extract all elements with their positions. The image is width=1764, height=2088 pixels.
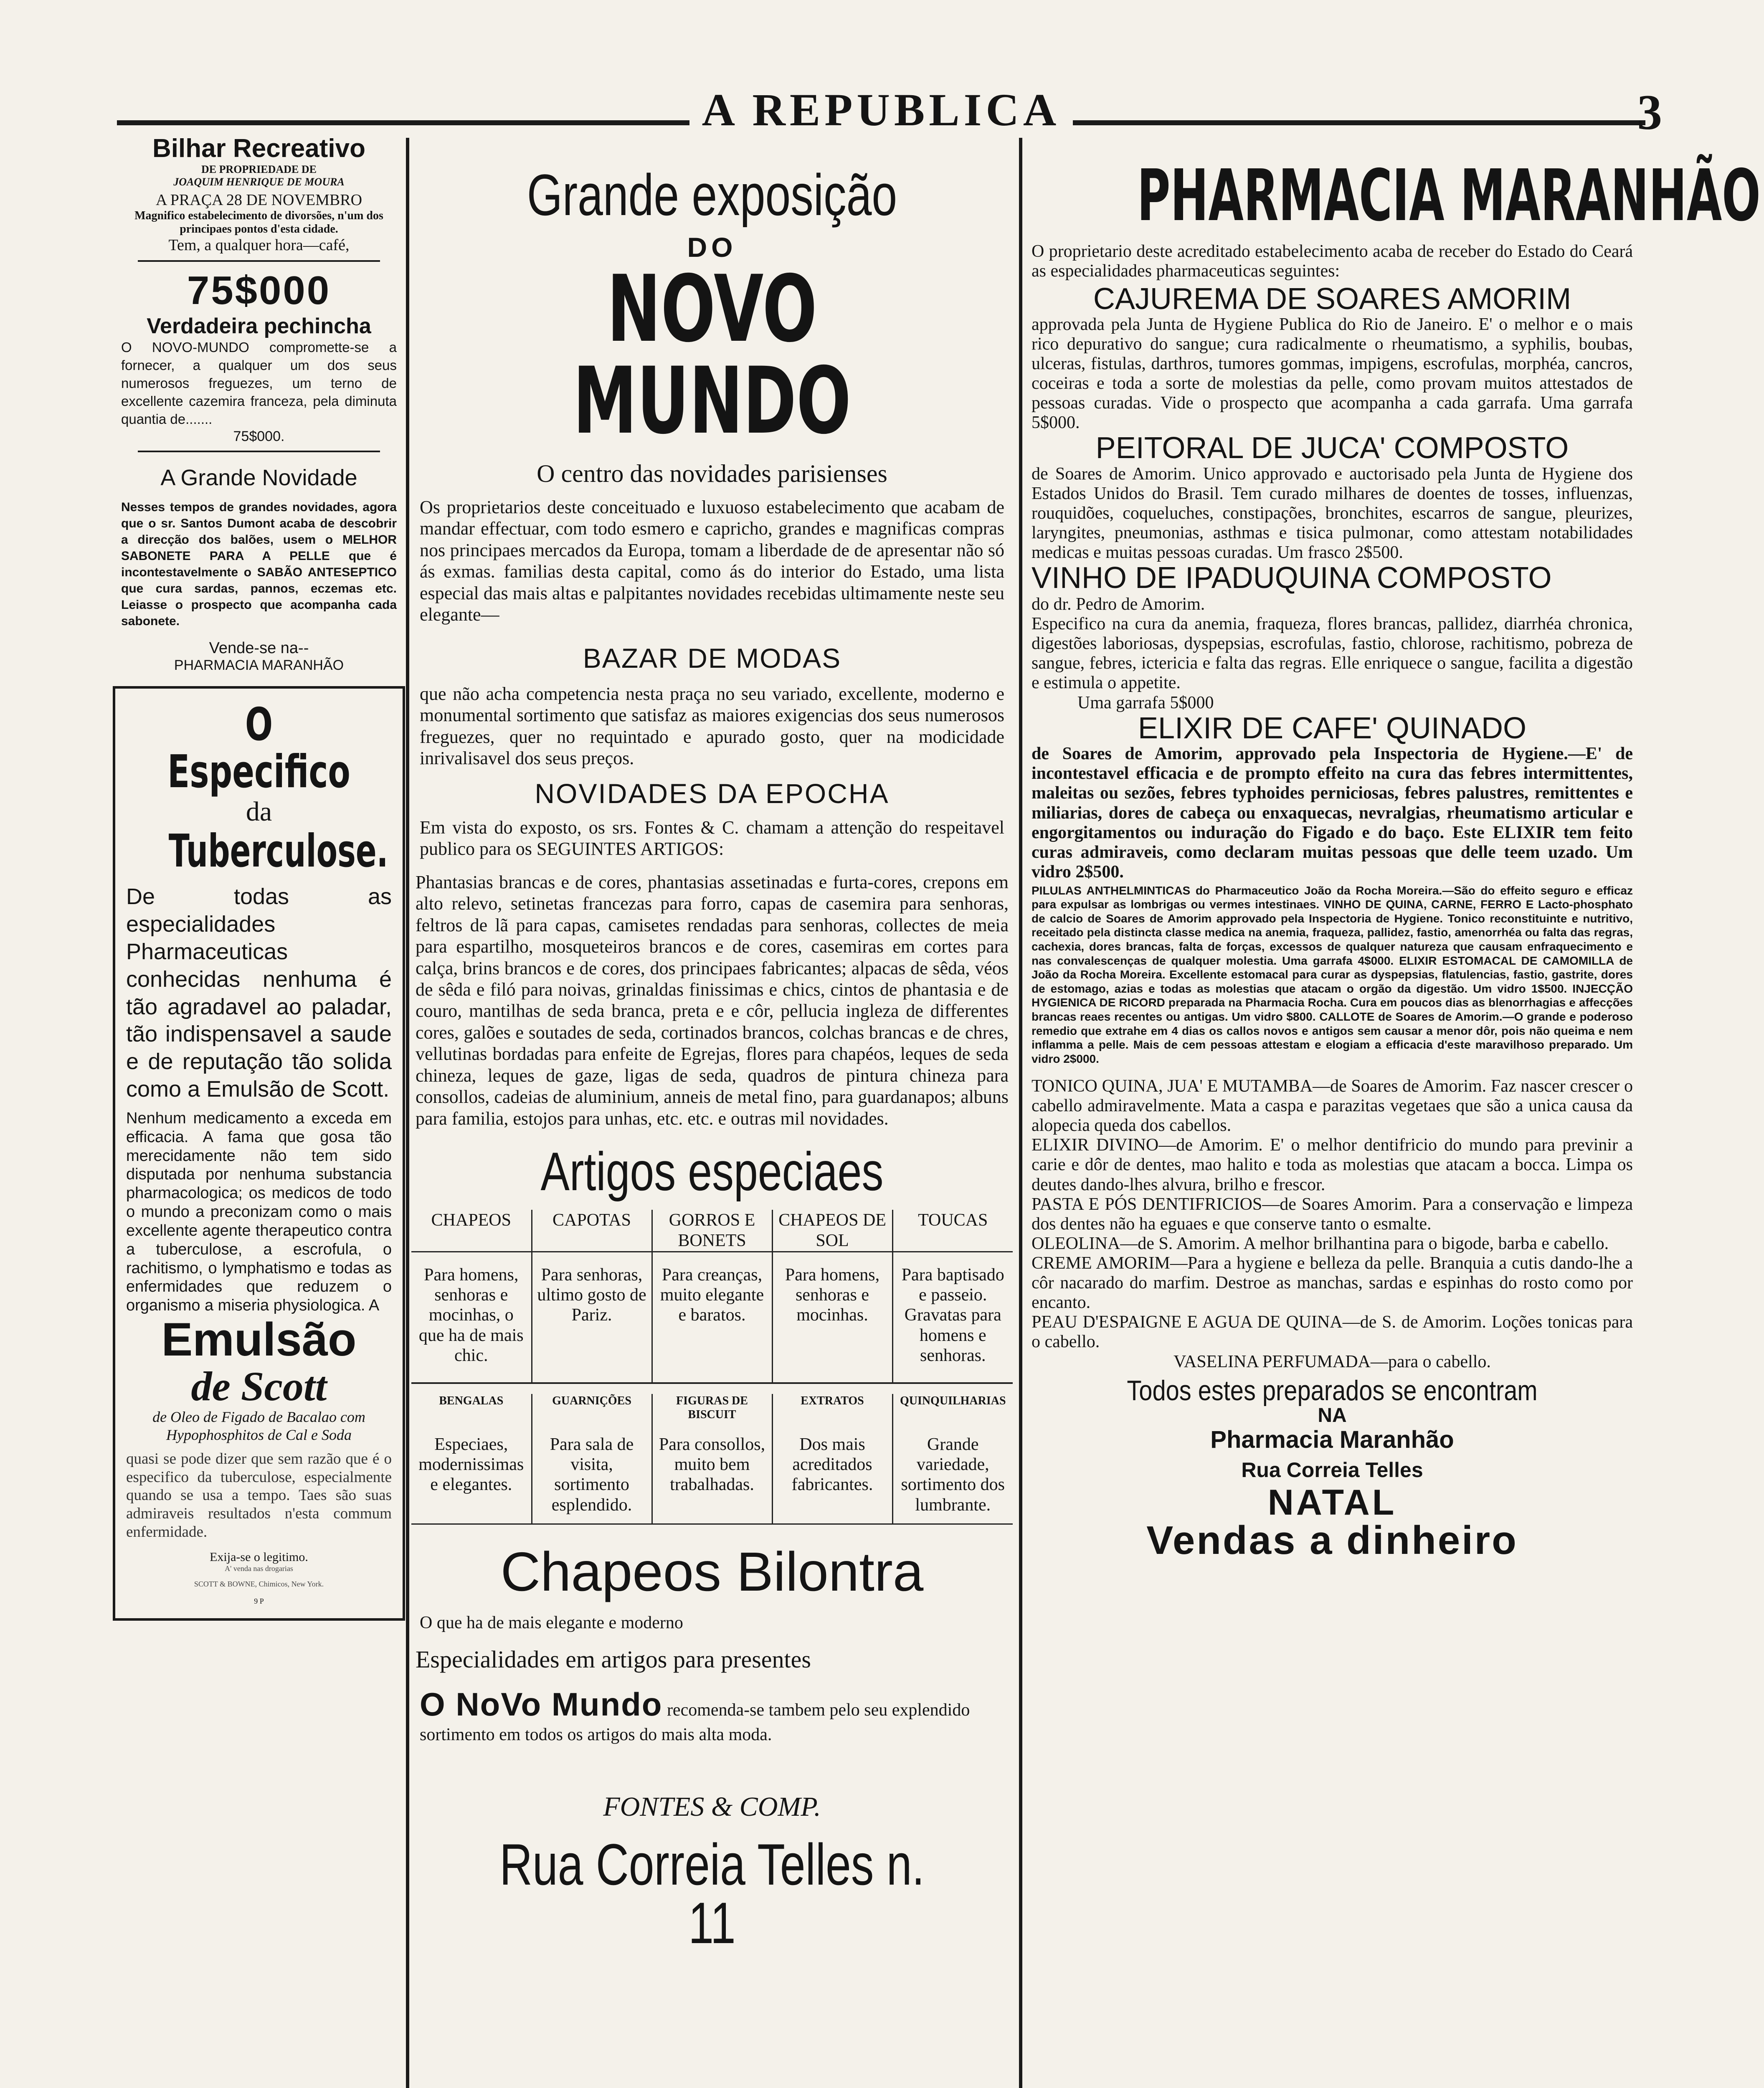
- tonico-text: TONICO QUINA, JUA' E MUTAMBA—de Soares de Amorim. Faz nascer crescer o cabello admiravelmente. Mata a caspa e parazitas vegetaes que são a unica causa da alopecia queda dos cabellos.: [1032, 1077, 1633, 1135]
- table-row: [411, 1394, 1013, 1422]
- novo-mundo-address: Rua Correia Telles n. 11: [499, 1832, 925, 1956]
- ad-bilhar-owner1: DE PROPRIEDADE DE: [201, 163, 317, 175]
- cajurema-title: CAJUREMA DE SOARES AMORIM: [1093, 282, 1571, 316]
- recommend-text: recomenda-se tambem pelo seu explendido sortimento em todos os artigos do mais alta moda.: [420, 1700, 970, 1744]
- ad-bilhar-address: A PRAÇA 28 DE NOVEMBRO: [155, 191, 362, 209]
- table-cell: Para senhoras, ultimo gosto de Pariz.: [532, 1252, 652, 1383]
- bazar-title: BAZAR DE MODAS: [583, 642, 841, 674]
- vinho-text: Especifico na cura da anemia, fraqueza, flores brancas, pallidez, diarrhéa chronica, digestões laboriosas, dyspepsias, escrofulas, fastio, chlorose, rachitismo, pobreza de sangue, febres, ictericia e falta das regras. Elle enriquece o sangue, facilita a digestão e estimula o appetite.: [1032, 614, 1633, 692]
- vinho-price: Uma garrafa 5$000: [1077, 693, 1214, 712]
- ad-scott-footer2: A' venda nas drogarias: [225, 1564, 293, 1573]
- ad-scott-title2: da: [246, 796, 272, 827]
- rua-text: Rua Correia Telles: [1241, 1458, 1423, 1482]
- vinho-title: VINHO DE IPADUQUINA COMPOSTO: [1032, 561, 1552, 595]
- novidades-title: NOVIDADES DA EPOCHA: [535, 778, 890, 809]
- page-number: 3: [1637, 84, 1662, 140]
- bilontra-sub: O que ha de mais elegante e moderno: [420, 1613, 683, 1633]
- ad-pechincha-price2: 75$000.: [233, 428, 285, 444]
- table-cell: Grande variedade, sortimento dos lumbrante.: [901, 1434, 1005, 1515]
- ad-scott-brand1: Emulsão: [161, 1313, 357, 1366]
- creme-text: CREME AMORIM—Para a hygiene e belleza da pelle. Branquia a cutis dando-lhe a côr nacarado do marfim. Destroe as manchas, sardas e espinhas do rosto como por encanto.: [1032, 1253, 1633, 1312]
- table-header: GUARNIÇÕES: [532, 1394, 652, 1422]
- ad-pechincha-text: O NOVO-MUNDO compromette-se a fornecer, a qualquer um dos seus numerosos freguezes, um terno de excellente cazemira franceza, pela diminuta quantia de.......: [121, 340, 397, 427]
- table-header: BENGALAS: [411, 1394, 532, 1422]
- table-cell: Dos mais acreditados fabricantes.: [772, 1422, 892, 1524]
- novo-mundo-title3: NOVO MUNDO: [573, 256, 851, 454]
- table-header: GORROS E BONETS: [652, 1210, 772, 1252]
- ad-bilhar-owner2: JOAQUIM HENRIQUE DE MOURA: [173, 176, 345, 188]
- table-header: FIGURAS DE BISCUIT: [652, 1394, 772, 1422]
- table-cell: Para sala de visita, sortimento esplendido.: [532, 1422, 652, 1524]
- ad-scott-sub: de Oleo de Figado de Bacalao com Hypophosphitos de Cal e Soda: [152, 1408, 365, 1443]
- column-left: [113, 134, 405, 2088]
- table-header: CHAPEOS: [411, 1210, 532, 1252]
- bilontra-title: Chapeos Bilontra: [500, 1541, 924, 1602]
- novidades-text: Em vista do exposto, os srs. Fontes & C. chamam a attenção do respeitavel publico para os SEGUINTES ARTIGOS:: [420, 817, 1004, 859]
- vendas-text: Vendas a dinheiro: [1146, 1518, 1518, 1563]
- divider: [138, 451, 380, 452]
- cajurema-text: approvada pela Junta de Hygiene Publica do Rio de Janeiro. E' o melhor e o mais rico depurativo do sangue; cura radicalmente o rheumatismo, a syphilis, boubas, ulceras, fistulas, darthros, tumores gommas, impigens, escrofulas, morphéa, cancros, coceiras e toda a sorte de molestias da pelle, como provam muitos attestados de pessoas curadas. Vide o prospecto que acompanha a cada garrafa. Uma garrafa 5$000.: [1032, 315, 1633, 433]
- ad-emulsao-scott: [113, 686, 405, 1621]
- vinho-by: do dr. Pedro de Amorim.: [1032, 594, 1205, 614]
- especialidades-presentes: Especialidades em artigos para presentes: [416, 1646, 811, 1673]
- ad-bilhar: [113, 134, 405, 254]
- bazar-text: que não acha competencia nesta praça no seu variado, excellente, moderno e monumental sortimento que satisfaz as maiores exigencias dos seus numerosos freguezes, quer no requintado e apurado gosto, quer na modicidade inrivalisavel dos seus preços.: [420, 683, 1004, 769]
- table-cell: Para consollos, muito bem trabalhadas.: [652, 1422, 772, 1524]
- column-middle: [411, 134, 1013, 2088]
- ad-pechincha-title: Verdadeira pechincha: [147, 314, 371, 339]
- ad-scott-footer4: 9 P: [254, 1597, 264, 1606]
- table-header: EXTRATOS: [772, 1394, 892, 1422]
- ad-bilhar-hours: Tem, a qualquer hora—café,: [168, 236, 350, 254]
- peitoral-text: de Soares de Amorim. Unico approvado e auctorisado pela Junta de Hygiene dos Estados Unidos do Brasil. Tem curado milhares de doentes de tosses, influenzas, rouquidões, coqueluches, constipações, bronchites, escarros de sangue, pleurizes, laryngites, pneumonias, asthmas e tisica pulmonar, como attestam notabilidades medicas e muitas pessoas curadas. Um frasco 2$500.: [1032, 464, 1633, 563]
- pharm-name: Pharmacia Maranhão: [1210, 1426, 1454, 1454]
- table-header: CHAPEOS DE SOL: [772, 1210, 892, 1252]
- natal-text: NATAL: [1267, 1482, 1397, 1523]
- column-right: [1027, 134, 1761, 2088]
- ad-scott-body2: Nenhum medicamento a exceda em efficacia. A fama que gosa tão merecidamente não tem sido disputada por nenhuma substancia pharmacologica; os medicos de todo o mundo a preconizam como o mais excellente agente therapeutico contra a tuberculose, a escrofula, o rachitismo, o lymphatismo e todas as enfermidades que reduzem o organismo a miseria physiologica. A: [126, 1110, 392, 1315]
- especiaes-table-2: [411, 1394, 1013, 1525]
- novo-mundo-brand: O NoVo Mundo: [420, 1686, 663, 1723]
- ad-scott-title3: Tuberculose.: [168, 825, 388, 877]
- novo-mundo-title1: Grande exposição: [527, 162, 897, 228]
- ad-scott-brand2: de Scott: [191, 1363, 327, 1409]
- artigos-text: Phantasias brancas e de cores, phantasias assetinadas e furta-cores, crepons em alto relevo, setinetas francezas para forro, capas de casemira para senhoras, feltros de lã para capas, camisetes rendadas para senhoras, collectes de meia para espartilho, mosqueteiros brancos e de cores, casemiras em cortes para calça, brins brancos e de cores, dos principaes fabricantes; alpacas de sêda, véos de sêda e filó para noivas, grinaldas finissimas e chics, cintos de phantasia e de couro, mantilhas de seda branca, preta e e côr, pellucia ingleza de differentes cores, galões e soutades de seda, cortinados brancos, colchas brancas e de chres, vellutinas bordadas para enfeite de Egrejas, flores para chapéos, leques de seda chineza, leques de gaze, ligas de seda, quadros de pintura chineza para consollos, cadeias de aluminium, anneis de metal fino, para guardanapos; albuns para familia, estojos para unhas, etc. etc. e outras mil novidades.: [416, 872, 1009, 1129]
- peau-text: PEAU D'ESPAIGNE E AGUA DE QUINA—de S. de Amorim. Loções tonicas para o cabello.: [1032, 1312, 1633, 1351]
- table-row: [411, 1422, 1013, 1524]
- ad-pechincha-price: 75$000: [187, 268, 331, 313]
- masthead-title: A REPUBLICA: [689, 84, 1073, 135]
- ad-bilhar-text: Magnifico estabelecimento de divorsões, n'um dos principaes pontos d'esta cidade.: [134, 209, 383, 236]
- masthead-bar: [117, 84, 1662, 140]
- table-cell: Para creanças, muito elegante e baratos.: [652, 1252, 772, 1383]
- especiaes-title: Artigos especiaes: [540, 1141, 884, 1202]
- ad-novidade: [113, 465, 405, 674]
- ad-novidade-title: A Grande Novidade: [160, 465, 357, 490]
- ad-scott-body3: quasi se pode dizer que sem razão que é o especifico da tuberculose, especialmente quando se usa a tempo. Taes são suas admiraveis resultados n'esta commum enfermidade.: [126, 1450, 392, 1541]
- elixir-title: ELIXIR DE CAFE' QUINADO: [1138, 711, 1526, 745]
- na-text: NA: [1318, 1404, 1347, 1427]
- elixir-text: de Soares de Amorim, approvado pela Inspectoria de Hygiene.—E' de incontestavel efficacia e de prompto effeito na cura das febres intermittentes, maleitas ou sezões, febres typhoides perniciosas, febres palustres, remittentes e miliarias, dores de cabeça ou enxaquecas, nevralgias, rheumatismo articular e engorgitamentos ou induração do Figado e do baço. Este ELIXIR tem feito curas admiraveis, como declaram muitas pessoas que delle teem uzado. Um vidro 2$500.: [1032, 744, 1633, 882]
- column-divider-1: [406, 138, 409, 2088]
- oleolina-text: OLEOLINA—de S. Amorim. A melhor brilhantina para o bigode, barba e cabello.: [1032, 1234, 1609, 1253]
- novo-mundo-title2: DO: [687, 232, 737, 263]
- pasta-text: PASTA E PÓS DENTIFRICIOS—de Soares Amorim. Para a conservação e limpeza dos dentes não ha eguaes e que conserve tanto o esmalte.: [1032, 1194, 1633, 1234]
- ad-pechincha: [113, 268, 405, 444]
- pharmacia-title: PHARMACIA MARANHÃO: [1137, 155, 1761, 237]
- table-cell: Para homens, senhoras e mocinhas.: [772, 1252, 892, 1383]
- table-cell: Para homens, senhoras e mocinhas, o que ha de mais chic.: [411, 1252, 532, 1383]
- divider: [138, 260, 380, 262]
- small-print-text: PILULAS ANTHELMINTICAS do Pharmaceutico João da Rocha Moreira.—São do effeito seguro e efficaz para expulsar as lombrigas ou vermes intestinaes. VINHO DE QUINA, CARNE, FERRO E Lacto-phosphato de calcio de Soares de Amorim approvado pela Inspectoria de Hygiene. Tonico reconstituinte e nutritivo, receitado pela distincta classe medica na anemia, fraqueza, pallidez, fastio, amenorrhéa ou falta das regras, cachexia, dores brancas, falta de forças, excessos de qualquer natureza que causam enfraquecimento e nas convalescenças de qualquer molestia. Uma garrafa 4$000. ELIXIR ESTOMACAL DE CAMOMILLA de João da Rocha Moreira. Excellente estomacal para curar as dyspepsias, flatulencias, fastio, gastrite, dores de estomago, azias e todas as molestias que atacam o orgão da digestão. Um vidro 1$500. INJECÇÃO HYGIENICA DE RICORD preparada na Pharmacia Rocha. Cura em poucos dias as blenorrhagias e affecções brancas reaes recentes ou antigas. Um vidro $800. CALLOTE de Soares de Amorim.—O grande e poderoso remedio que extrahe em 4 dias os callos novos e antigos sem causar a menor dôr, pois não queima e nem inflamma a pelle. Mais de cem pessoas attestam e elogiam a efficacia d'este maravilhoso preparado. Um vidro 2$000.: [1032, 884, 1633, 1065]
- masthead: [117, 84, 1645, 137]
- table-header: QUINQUILHARIAS: [900, 1394, 1006, 1408]
- ad-novidade-text: Nesses tempos de grandes novidades, agora que o sr. Santos Dumont acaba de descobrir a direcção dos balões, usem o MELHOR SABONETE PARA A PELLE que é incontestavelmente o SABÃO ANTESEPTICO que cura sardas, pannos, eczemas etc. Leiasse o prospecto que acompanha cada sabonete.: [121, 500, 397, 628]
- ad-bilhar-title: Bilhar Recreativo: [152, 134, 365, 163]
- column-divider-2: [1019, 138, 1022, 2088]
- novo-mundo-subtitle: O centro das novidades parisienses: [537, 460, 887, 487]
- elixir-divino-text: ELIXIR DIVINO—de Amorim. E' o melhor dentifricio do mundo para previnir a carie e dôr de dentes, mao halito e toda as molestias que atacam a bocca. Limpa os deutes dando-lhes alvura, brilho e frescor.: [1032, 1135, 1633, 1194]
- ad-scott-title1: O Especifico: [167, 698, 350, 798]
- table-cell: Para baptisado e passeio. Gravatas para homens e senhoras.: [901, 1265, 1004, 1366]
- novo-mundo-intro: Os proprietarios deste conceituado e luxuoso estabelecimento que acabam de mandar effectuar, com todo esmero e capricho, grandes e magnificas compras nos principaes mercados da Europa, tomam a liberdade de de apresentar não só ás exmas. familias desta capital, como ás do interior do Estado, uma lista especial das mais altas e palpitantes novidades recebidas ultimamente neste seu elegante—: [420, 497, 1004, 625]
- table-header: CAPOTAS: [532, 1210, 652, 1252]
- table-row: [411, 1210, 1013, 1252]
- todos-text: Todos estes preparados se encontram: [1127, 1374, 1538, 1406]
- table-header: TOUCAS: [918, 1211, 988, 1230]
- table-cell: Especiaes, modernissimas e elegantes.: [411, 1422, 532, 1524]
- vaselina-text: VASELINA PERFUMADA—para o cabello.: [1173, 1352, 1491, 1371]
- table-row: [411, 1252, 1013, 1383]
- ad-novidade-shop: PHARMACIA MARANHÃO: [174, 657, 344, 673]
- ad-scott-footer3: SCOTT & BOWNE, Chimicos, New York.: [194, 1580, 324, 1589]
- ad-novidade-sale: Vende-se na--: [209, 639, 309, 657]
- ad-scott-body1: De todas as especialidades Pharmaceuticas conhecidas nenhuma é tão agradavel ao paladar, tão indispensavel a saude e de reputação tão solida como a Emulsão de Scott.: [126, 884, 392, 1102]
- fontes-signature: FONTES & COMP.: [603, 1792, 821, 1822]
- pharmacia-intro: O proprietario deste acreditado estabelecimento acaba de receber do Estado do Ceará as especialidades pharmaceuticas seguintes:: [1032, 241, 1633, 281]
- especiaes-table-1: [411, 1210, 1013, 1384]
- ad-scott-footer1: Exija-se o legitimo.: [210, 1550, 308, 1564]
- peitoral-title: PEITORAL DE JUCA' COMPOSTO: [1095, 431, 1569, 465]
